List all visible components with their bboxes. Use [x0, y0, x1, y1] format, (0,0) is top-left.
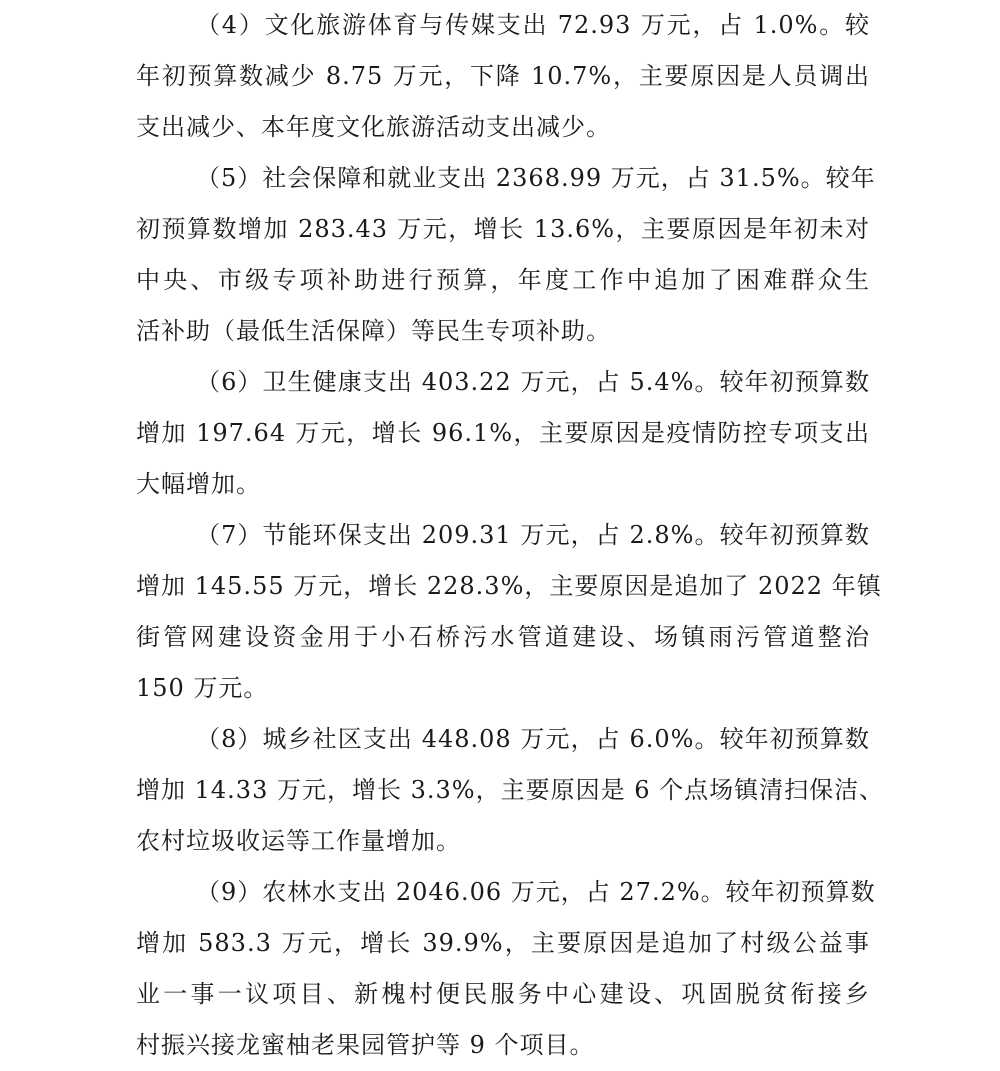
text-line: 村振兴接龙蜜柚老果园管护等 9 个项目。: [136, 1031, 595, 1059]
text-line: （5）社会保障和就业支出 2368.99 万元，占 31.5%。较年: [196, 164, 876, 192]
paragraph-health-expenditure: [136, 357, 870, 510]
text-line: 增加 145.55 万元，增长 228.3%，主要原因是追加了 2022 年镇: [136, 572, 882, 600]
paragraph-urban-rural-community-expenditure: [136, 714, 885, 867]
text-line: 活补助（最低生活保障）等民生专项补助。: [136, 317, 611, 345]
text-line: 业一事一议项目、新槐村便民服务中心建设、巩固脱贫衔接乡: [136, 980, 870, 1008]
text-line: 支出减少、本年度文化旅游活动支出减少。: [136, 113, 611, 141]
text-line: 增加 197.64 万元，增长 96.1%，主要原因是疫情防控专项支出: [136, 419, 870, 447]
text-line: （4）文化旅游体育与传媒支出 72.93 万元，占 1.0%。较: [196, 11, 870, 39]
text-line: （8）城乡社区支出 448.08 万元，占 6.0%。较年初预算数: [196, 725, 870, 753]
paragraph-culture-tourism-expenditure: [136, 0, 870, 153]
paragraph-agriculture-forestry-water-expenditure: [136, 867, 876, 1071]
text-line: 年初预算数减少 8.75 万元，下降 10.7%，主要原因是人员调出: [136, 62, 870, 90]
text-line: （7）节能环保支出 209.31 万元，占 2.8%。较年初预算数: [196, 521, 870, 549]
text-line: （6）卫生健康支出 403.22 万元，占 5.4%。较年初预算数: [196, 368, 870, 396]
text-line: 街管网建设资金用于小石桥污水管道建设、场镇雨污管道整治: [136, 623, 870, 651]
text-line: 农村垃圾收运等工作量增加。: [136, 827, 461, 855]
text-line: 150 万元。: [136, 674, 269, 702]
paragraph-environmental-expenditure: [136, 510, 882, 714]
text-line: 增加 14.33 万元，增长 3.3%，主要原因是 6 个点场镇清扫保洁、: [136, 776, 885, 804]
text-line: 初预算数增加 283.43 万元，增长 13.6%，主要原因是年初未对: [136, 215, 870, 243]
text-line: 大幅增加。: [136, 470, 261, 498]
text-line: （9）农林水支出 2046.06 万元，占 27.2%。较年初预算数: [196, 878, 876, 906]
text-line: 中央、市级专项补助进行预算，年度工作中追加了困难群众生: [136, 266, 870, 294]
text-line: 增加 583.3 万元，增长 39.9%，主要原因是追加了村级公益事: [136, 929, 870, 957]
paragraph-social-security-expenditure: [136, 153, 876, 357]
document-page: [136, 0, 885, 1071]
